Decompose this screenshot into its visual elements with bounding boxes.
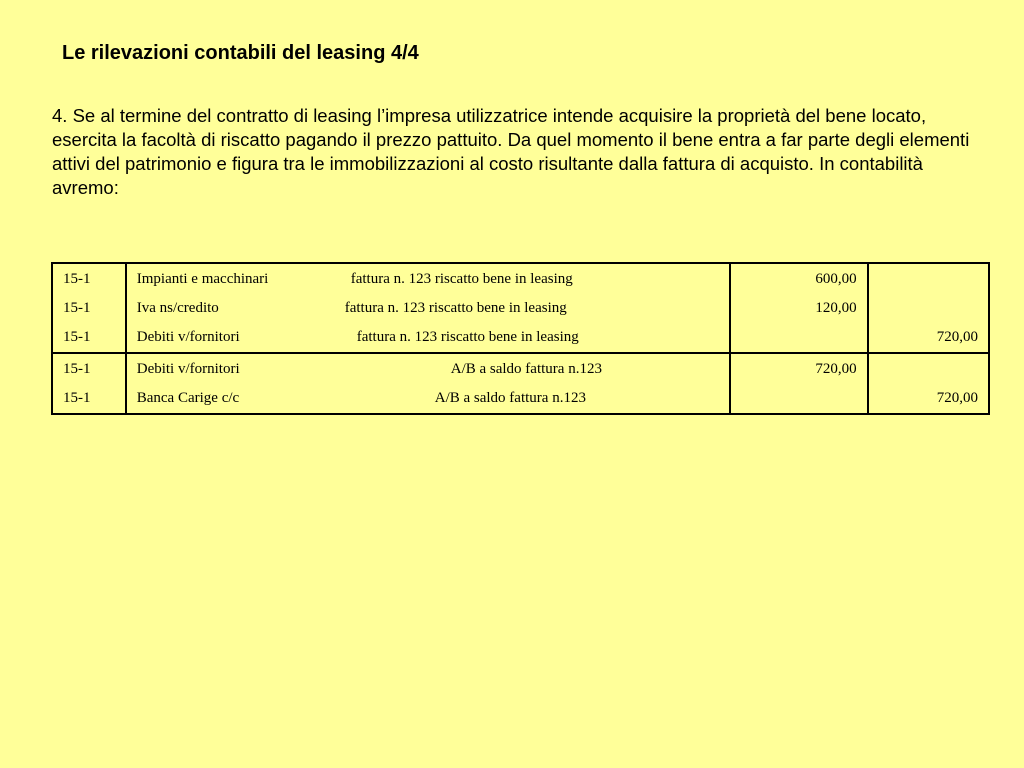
entry-date: 15-1 xyxy=(63,329,91,345)
entry-line xyxy=(137,389,720,407)
dare-amount: 720,00 xyxy=(815,361,857,377)
entry-line xyxy=(137,299,720,328)
avere-column xyxy=(868,353,989,414)
entry-line xyxy=(137,360,720,389)
dare-column xyxy=(730,353,867,414)
causale-text: A/B a saldo fattura n.123 xyxy=(450,361,602,377)
body-paragraph: 4. Se al termine del contratto di leasing l’impresa utilizzatrice intende acquisire la proprietà del bene locato, esercita la facoltà di riscatto pagando il prezzo pattuito. Da quel momento il bene entra a far parte degli elementi attivi del patrimonio e figura tra le immobilizzazioni al costo risultante dalla fattura di acquisto. In contabilità avremo: xyxy=(52,105,970,198)
entry-line xyxy=(137,328,720,346)
dare-amount xyxy=(741,389,856,407)
account-name: Iva ns/credito xyxy=(136,300,219,316)
avere-column xyxy=(868,263,989,353)
entry-line xyxy=(137,270,720,299)
causale-text: fattura n. 123 riscatto bene in leasing xyxy=(356,329,579,345)
journal-entry xyxy=(52,353,989,414)
account-name: Banca Carige c/c xyxy=(136,390,240,406)
account-name: Debiti v/fornitori xyxy=(136,329,240,345)
causale-text: fattura n. 123 riscatto bene in leasing xyxy=(350,271,573,287)
account-name: Debiti v/fornitori xyxy=(136,361,240,377)
journal-entry xyxy=(52,263,989,353)
avere-amount xyxy=(879,270,978,299)
journal-table xyxy=(51,262,990,415)
date-column xyxy=(52,263,126,353)
avere-amount xyxy=(879,360,978,389)
dare-amount: 120,00 xyxy=(815,300,857,316)
causale-text: fattura n. 123 riscatto bene in leasing xyxy=(344,300,567,316)
dare-amount: 600,00 xyxy=(815,271,857,287)
entry-date: 15-1 xyxy=(63,390,91,406)
description-column xyxy=(126,263,731,353)
entry-date: 15-1 xyxy=(63,361,91,377)
causale-text: A/B a saldo fattura n.123 xyxy=(434,390,586,406)
avere-amount xyxy=(879,299,978,328)
avere-amount: 720,00 xyxy=(936,329,978,345)
description-column xyxy=(126,353,731,414)
entry-date: 15-1 xyxy=(63,300,91,316)
slide-title: Le rilevazioni contabili del leasing 4/4 xyxy=(62,42,419,64)
dare-amount xyxy=(741,328,856,346)
entry-date: 15-1 xyxy=(63,271,91,287)
date-column xyxy=(52,353,126,414)
dare-column xyxy=(730,263,867,353)
avere-amount: 720,00 xyxy=(936,390,978,406)
account-name: Impianti e macchinari xyxy=(136,271,269,287)
